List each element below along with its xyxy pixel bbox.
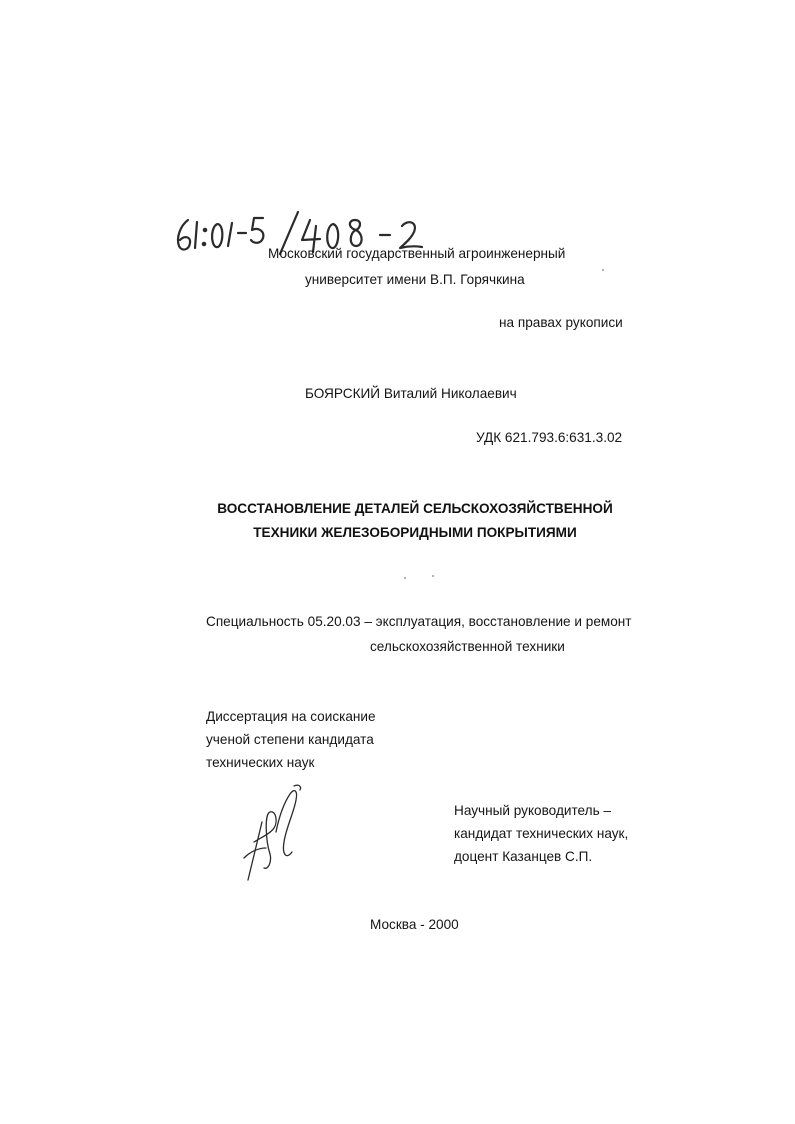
dissertation-title-line-1: ВОССТАНОВЛЕНИЕ ДЕТАЛЕЙ СЕЛЬСКОХОЗЯЙСТВЕННОЙ xyxy=(217,501,613,516)
dissertation-degree-line-3: технических наук xyxy=(206,755,315,770)
city-year: Москва - 2000 xyxy=(370,917,459,932)
specialty-line-2: сельскохозяйственной техники xyxy=(370,639,565,654)
scan-speck xyxy=(432,575,434,577)
author-name: БОЯРСКИЙ Виталий Николаевич xyxy=(305,386,517,401)
scan-speck xyxy=(404,577,406,579)
supervisor-line-1: Научный руководитель – xyxy=(454,803,612,818)
university-line-1: Московский государственный агроинженерный xyxy=(268,246,566,261)
supervisor-line-3: доцент Казанцев С.П. xyxy=(454,849,593,864)
dissertation-degree-line-1: Диссертация на соискание xyxy=(206,709,376,724)
manuscript-rights-note: на правах рукописи xyxy=(499,315,623,330)
dissertation-title-line-2: ТЕХНИКИ ЖЕЛЕЗОБОРИДНЫМИ ПОКРЫТИЯМИ xyxy=(253,525,577,540)
udk-code: УДК 621.793.6:631.3.02 xyxy=(476,430,623,445)
scan-speck xyxy=(602,269,604,271)
university-line-2: университет имени В.П. Горячкина xyxy=(305,272,525,287)
dissertation-degree-line-2: ученой степени кандидата xyxy=(206,732,374,747)
author-signature xyxy=(240,782,310,882)
specialty-line-1: Специальность 05.20.03 – эксплуатация, восстановление и ремонт xyxy=(206,614,632,629)
supervisor-line-2: кандидат технических наук, xyxy=(454,826,629,841)
